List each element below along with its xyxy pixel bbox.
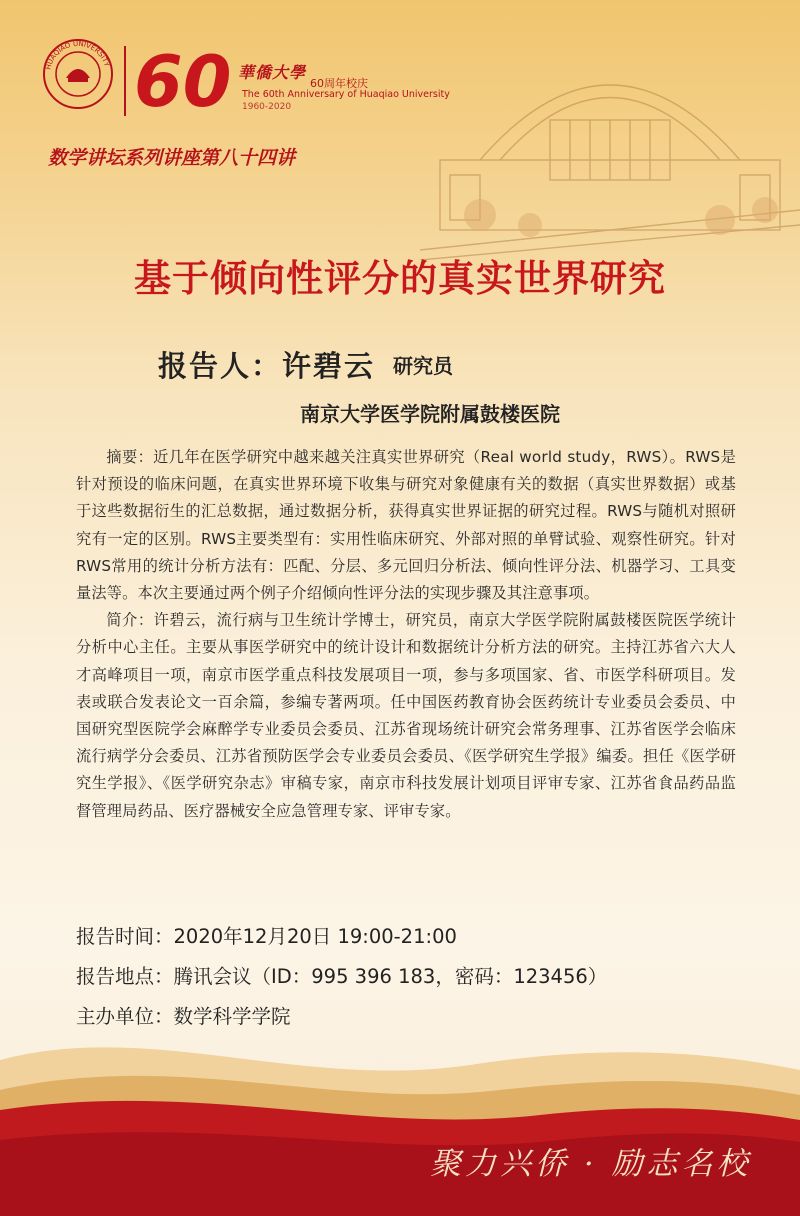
university-seal-logo [42, 38, 114, 110]
anniversary-subtitle: 60周年校庆 [310, 77, 368, 90]
campus-gate-illustration [420, 10, 800, 260]
anniversary-years: 1960-2020 [242, 102, 292, 112]
anniversary-60-logo [132, 40, 232, 120]
event-info [76, 917, 607, 1037]
anniversary-university-name: 華僑大學 [238, 63, 307, 82]
logo-divider [124, 46, 126, 116]
event-time: 报告时间：2020年12月20日 19:00-21:00 [76, 925, 457, 948]
decorative-bottom-waves [0, 1020, 800, 1216]
speaker-affiliation: 南京大学医学院附属鼓楼医院 [300, 402, 560, 426]
speaker-line [158, 344, 453, 385]
event-location: 报告地点：腾讯会议（ID：995 396 183，密码：123456） [76, 965, 608, 988]
abstract-paragraph: 摘要：近几年在医学研究中越来越关注真实世界研究（Real world study，RWS）。RWS是针对预设的临床问题，在真实世界环境下收集与研究对象健康有关的数据（真实世界数据）或基于这些数据衍生的汇总数据，通过数据分析，获得真实世界证据的研究过程。RWS与随机对照研究有一定的区别。RWS主要类型有：实用性临床研究、外部对照的单臂试验、观察性研究。针对RWS常用的统计分析方法有：匹配、分层、多元回归分析法、倾向性评分法、机器学习、工具变量法等。本次主要通过两个例子介绍倾向性评分法的实现步骤及其注意事项。 [76, 448, 736, 603]
anniversary-english: The 60th Anniversary of Huaqiao University [242, 89, 450, 100]
lecture-title: 基于倾向性评分的真实世界研究 [134, 257, 666, 300]
svg-text:60: 60 [134, 41, 232, 120]
speaker-position: 研究员 [393, 354, 454, 378]
lecture-series-label: 数学讲坛系列讲座第八十四讲 [48, 147, 296, 169]
speaker-prefix: 报告人： [158, 349, 283, 383]
lecture-description [76, 444, 736, 825]
slogan-calligraphy: 聚力兴侨 · 励志名校 [430, 1146, 752, 1182]
bio-paragraph: 简介：许碧云，流行病与卫生统计学博士，研究员，南京大学医学院附属鼓楼医院医学统计分析中心主任。主要从事医学研究中的统计设计和数据统计分析方法的研究。主持江苏省六大人才高峰项目一项，南京市医学重点科技发展项目一项，参与多项国家、省、市医学科研项目。发表或联合发表论文一百余篇，参编专著两项。任中国医药教育协会医药统计专业委员会委员、中国研究型医院学会麻醉学专业委员会委员、江苏省现场统计研究会常务理事、江苏省医学会临床流行病学分会委员、江苏省预防医学会专业委员会委员、《医学研究生学报》编委。担任《医学研究生学报》、《医学研究杂志》审稿专家，南京市科技发展计划项目评审专家、江苏省食品药品监督管理局药品、医疗器械安全应急管理专家、评审专家。 [76, 611, 736, 820]
svg-text:HUAQIAO UNIVERSITY: HUAQIAO UNIVERSITY [44, 39, 111, 71]
event-host: 主办单位：数学科学学院 [76, 1005, 291, 1028]
speaker-name: 许碧云 [282, 349, 376, 383]
